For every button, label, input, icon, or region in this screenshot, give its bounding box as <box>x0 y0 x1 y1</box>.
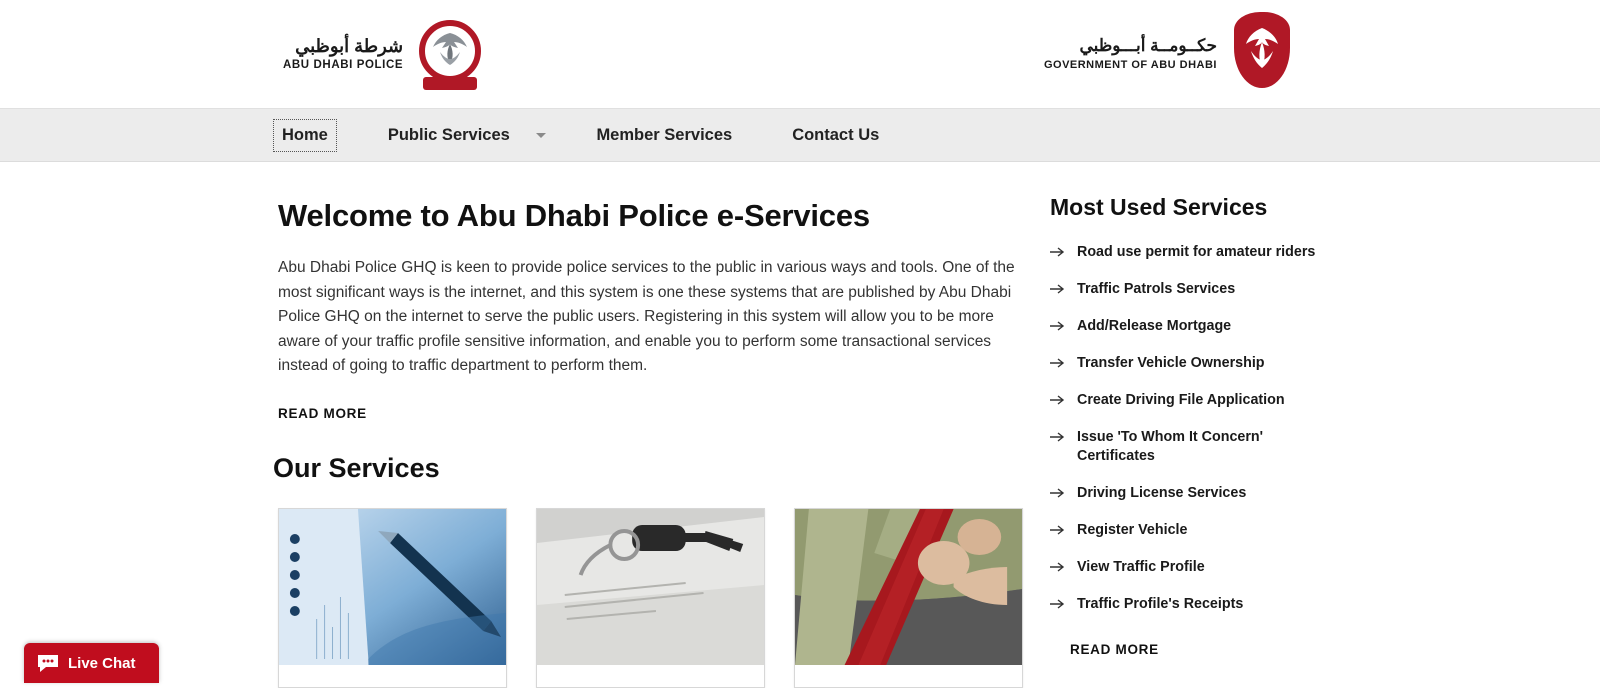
arrow-right-icon <box>1050 395 1065 405</box>
falcon-shield-icon <box>1240 26 1284 74</box>
sidebar-item-traffic-profiles-receipts[interactable] <box>1050 595 1350 614</box>
sidebar-read-more-link[interactable]: READ MORE <box>1070 642 1159 657</box>
sidebar-item-label: Create Driving File Application <box>1077 392 1285 408</box>
nav-item-member-services-label: Member Services <box>596 125 733 144</box>
arrow-right-icon <box>1050 525 1065 535</box>
sidebar-item-register-vehicle[interactable] <box>1050 521 1350 540</box>
sidebar-item-driving-license-services[interactable] <box>1050 484 1350 503</box>
police-logo-arabic-text: شرطة أبوظبي <box>295 35 404 56</box>
sidebar-item-road-use-permit[interactable] <box>1050 243 1350 262</box>
sidebar-item-label: Issue 'To Whom It Concern' Certificates <box>1077 429 1264 464</box>
government-of-abu-dhabi-logo[interactable] <box>1044 12 1295 96</box>
main-column <box>273 198 1023 688</box>
arrow-right-icon <box>1050 599 1065 609</box>
site-header <box>0 0 1600 108</box>
sidebar-item-issue-to-whom-it-concern-certificates[interactable] <box>1050 428 1350 466</box>
service-card-body <box>279 665 506 687</box>
arrow-right-icon <box>1050 358 1065 368</box>
sidebar-item-label: Traffic Patrols Services <box>1077 281 1236 297</box>
sidebar-item-label: Register Vehicle <box>1077 522 1188 538</box>
page-title: Welcome to Abu Dhabi Police e-Services <box>278 198 870 233</box>
our-services-title: Our Services <box>273 452 440 483</box>
government-logo-arabic-text: حكــومــة أبـــوظبي <box>1079 35 1217 55</box>
falcon-emblem-icon <box>428 30 472 70</box>
nav-item-home[interactable] <box>274 120 336 151</box>
person-fastening-seat-belt-photo <box>795 509 1022 665</box>
most-used-services-sidebar <box>1050 194 1350 659</box>
car-keys-on-document-photo <box>537 509 764 665</box>
live-chat-label: Live Chat <box>68 654 136 672</box>
sidebar-item-label: Driving License Services <box>1077 485 1247 501</box>
sidebar-item-label: Traffic Profile's Receipts <box>1077 596 1244 612</box>
nav-item-contact-us[interactable] <box>784 120 887 151</box>
chevron-down-icon <box>536 133 546 138</box>
sidebar-item-label: View Traffic Profile <box>1077 559 1205 575</box>
abu-dhabi-police-emblem-icon <box>413 16 487 92</box>
nav-item-contact-us-label: Contact Us <box>792 125 880 144</box>
abu-dhabi-police-logo[interactable] <box>283 16 487 92</box>
read-more-link[interactable]: READ MORE <box>278 405 367 421</box>
live-chat-button[interactable] <box>24 643 159 683</box>
nav-item-member-services[interactable] <box>588 120 740 151</box>
service-card-body <box>795 665 1022 687</box>
sidebar-item-create-driving-file-application[interactable] <box>1050 391 1350 410</box>
service-cards <box>278 508 1023 688</box>
intro-paragraph: Abu Dhabi Police GHQ is keen to provide police services to the public in various ways and tools. One of the most significant ways is the internet, and this system is one these systems that are published by Abu Dhabi Police GHQ on the internet to serve the public users. Registering in this system will allow you to be more aware of your traffic profile sensitive information, and enable you to perform some transactional services instead of going to traffic department to perform them. <box>278 259 1015 374</box>
sidebar-item-traffic-patrols-services[interactable] <box>1050 280 1350 299</box>
service-card[interactable] <box>536 508 765 688</box>
nav-item-home-label: Home <box>282 125 328 144</box>
main-navigation <box>0 108 1600 162</box>
chat-bubble-icon <box>36 653 60 673</box>
government-of-abu-dhabi-emblem-icon <box>1229 12 1295 96</box>
sidebar-item-transfer-vehicle-ownership[interactable] <box>1050 354 1350 373</box>
sidebar-item-view-traffic-profile[interactable] <box>1050 558 1350 577</box>
police-logo-english-text: ABU DHABI POLICE <box>283 59 404 72</box>
arrow-right-icon <box>1050 432 1065 442</box>
sidebar-item-label: Transfer Vehicle Ownership <box>1077 355 1265 371</box>
nav-item-public-services[interactable] <box>380 120 555 151</box>
arrow-right-icon <box>1050 488 1065 498</box>
service-card[interactable] <box>794 508 1023 688</box>
sidebar-item-add-release-mortgage[interactable] <box>1050 317 1350 336</box>
arrow-right-icon <box>1050 321 1065 331</box>
government-logo-text <box>1044 36 1217 73</box>
service-card[interactable] <box>278 508 507 688</box>
arrow-right-icon <box>1050 562 1065 572</box>
police-logo-text <box>283 36 403 73</box>
sidebar-item-label: Add/Release Mortgage <box>1077 318 1232 334</box>
arrow-right-icon <box>1050 247 1065 257</box>
nav-item-public-services-label: Public Services <box>387 125 510 144</box>
government-logo-english-text: GOVERNMENT OF ABU DHABI <box>1043 59 1217 72</box>
service-card-body <box>537 665 764 687</box>
arrow-right-icon <box>1050 284 1065 294</box>
blue-chart-and-pen-photo <box>279 509 506 665</box>
sidebar-title: Most Used Services <box>1050 194 1268 220</box>
sidebar-item-label: Road use permit for amateur riders <box>1077 244 1316 260</box>
